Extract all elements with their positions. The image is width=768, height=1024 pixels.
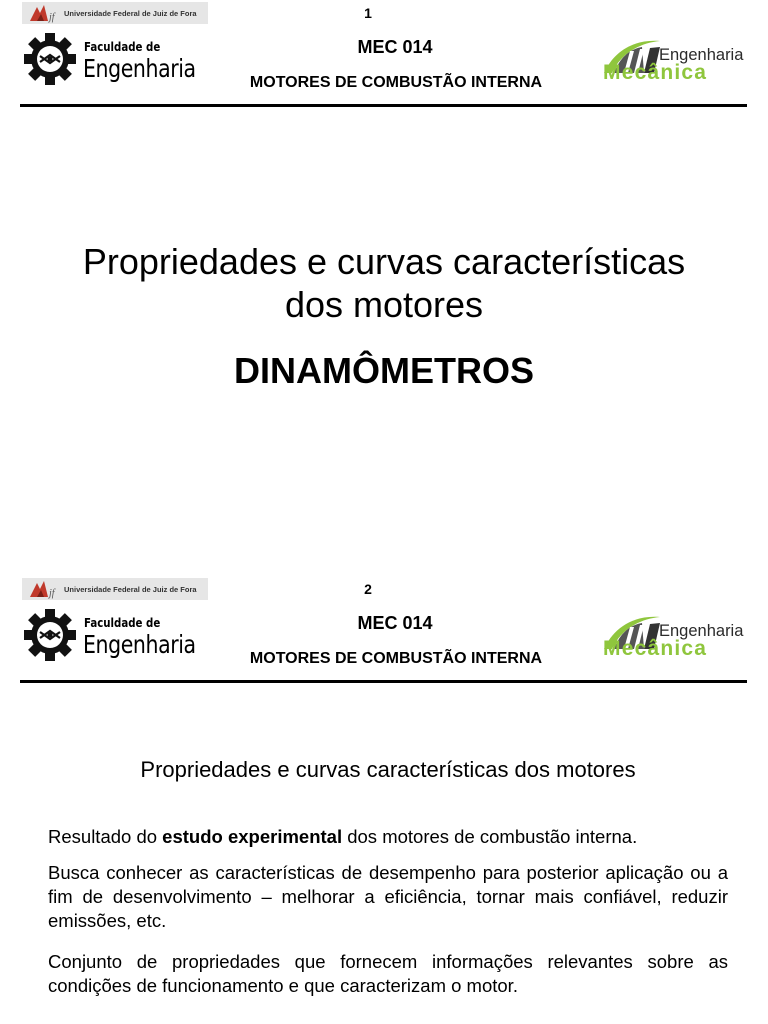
- page-number: 2: [364, 581, 372, 597]
- faculty-label: Faculdade de: [84, 616, 161, 630]
- faculty-name: Engenharia: [83, 54, 196, 83]
- page-number: 1: [364, 5, 372, 21]
- dept-line-1: Engenharia: [659, 622, 744, 640]
- p1-text-end: dos motores de combustão interna.: [342, 826, 638, 847]
- gear-icon: [24, 33, 76, 85]
- gear-icon: [24, 609, 76, 661]
- dept-line-2: Mecânica: [603, 637, 708, 660]
- dept-line-1: Engenharia: [659, 46, 744, 64]
- course-code: MEC 014: [357, 613, 433, 633]
- section-heading: Propriedades e curvas características dos motores: [140, 757, 636, 782]
- p1-text-start: Resultado do: [48, 826, 163, 847]
- paragraph-2: Busca conhecer as características de desempenho para posterior aplicação ou a fim de desenvolvimento – melhorar a eficiência, tornar mais confiável, reduzir emissões, etc.: [48, 862, 728, 931]
- university-name: Universidade Federal de Juiz de Fora: [64, 8, 197, 18]
- faculty-label: Faculdade de: [84, 40, 161, 54]
- title-line-1: Propriedades e curvas características: [82, 241, 686, 282]
- svg-text:jf: jf: [49, 12, 55, 23]
- paragraph-3: Conjunto de propriedades que fornecem informações relevantes sobre as condições de funcionamento e que caracterizam o motor.: [48, 951, 728, 996]
- engenharia-mecanica-logo: [600, 609, 760, 661]
- dept-line-2: Mecânica: [603, 61, 708, 84]
- course-code: MEC 014: [357, 37, 433, 57]
- p1-bold-text: estudo experimental: [162, 826, 343, 847]
- slide-subtitle: DINAMÔMETROS: [234, 350, 534, 391]
- header-divider: [20, 104, 747, 107]
- university-name: Universidade Federal de Juiz de Fora: [64, 584, 197, 594]
- course-name: MOTORES DE COMBUSTÃO INTERNA: [249, 650, 543, 667]
- title-line-2: dos motores: [284, 284, 484, 325]
- header-divider: [20, 680, 747, 683]
- engenharia-mecanica-logo: [600, 33, 760, 85]
- faculty-name: Engenharia: [83, 630, 196, 659]
- svg-text:jf: jf: [49, 588, 55, 599]
- slide-title: [0, 240, 768, 326]
- paragraph-1: [48, 825, 728, 849]
- course-name: MOTORES DE COMBUSTÃO INTERNA: [249, 74, 543, 91]
- slide-2: [0, 576, 768, 1024]
